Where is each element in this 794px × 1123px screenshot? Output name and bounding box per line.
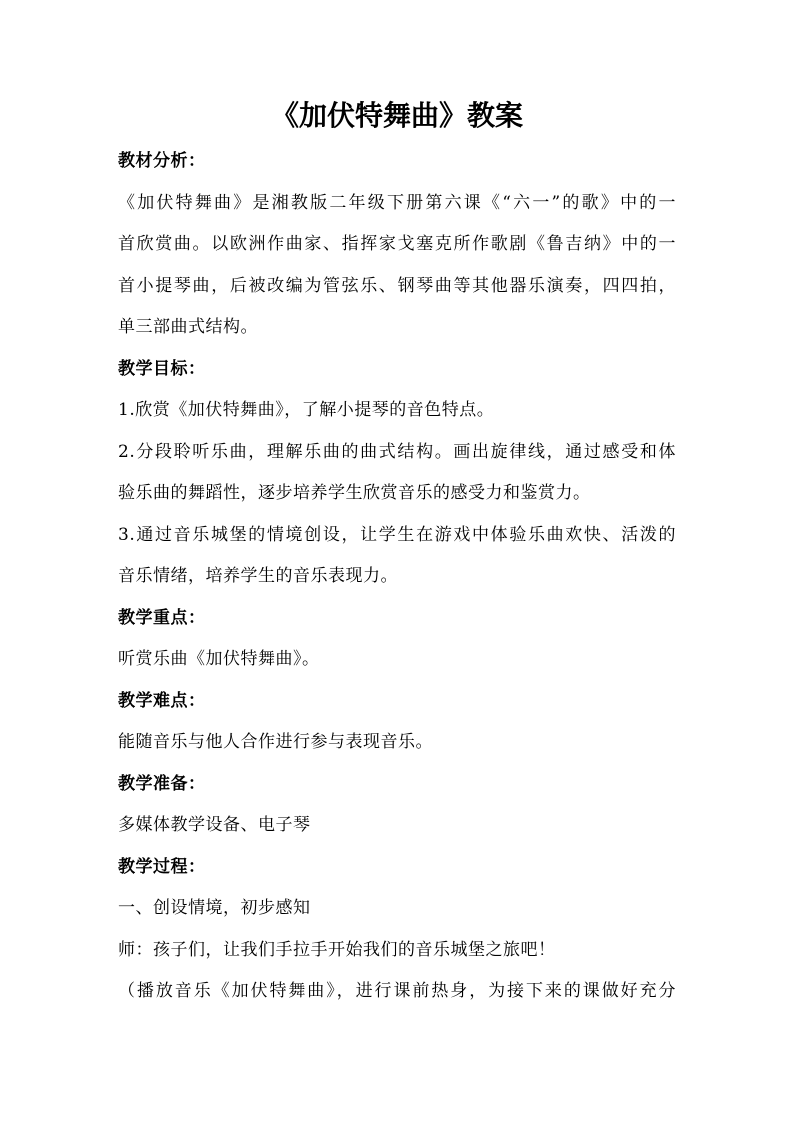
document-body	[118, 141, 676, 1013]
paragraph-line: （播放音乐《加伏特舞曲》，进行课前热身，为接下来的课做好充分	[118, 981, 676, 1001]
paragraph-line: 首欣赏曲。以欧洲作曲家、指挥家戈塞克所作歌剧《鲁吉纳》中的一	[118, 234, 676, 254]
paragraph-line: 《加伏特舞曲》是湘教版二年级下册第六课《“六一”的歌》中的一	[118, 192, 676, 213]
paragraph-line: 验乐曲的舞蹈性，逐步培养学生欣赏音乐的感受力和鉴赏力。	[118, 483, 591, 503]
section-heading-preparation: 教学准备：	[118, 773, 206, 794]
paragraph-line: 音乐情绪，培养学生的音乐表现力。	[118, 566, 398, 586]
section-heading-teaching-goals: 教学目标：	[118, 358, 206, 379]
section-heading-textbook-analysis: 教材分析：	[118, 151, 206, 171]
paragraph-line: 首小提琴曲，后被改编为管弦乐、钢琴曲等其他器乐演奏，四四拍，	[118, 275, 676, 296]
paragraph-line: 2.分段聆听乐曲，理解乐曲的曲式结构。画出旋律线，通过感受和体	[118, 441, 676, 462]
section-heading-teaching-process: 教学过程：	[118, 856, 206, 877]
paragraph-line: 能随音乐与他人合作进行参与表现音乐。	[118, 732, 433, 752]
section-heading-key-points: 教学重点：	[118, 607, 206, 628]
paragraph-line: 1.欣赏《加伏特舞曲》，了解小提琴的音色特点。	[118, 400, 495, 420]
paragraph-line: 师：孩子们，让我们手拉手开始我们的音乐城堡之旅吧！	[118, 939, 556, 960]
document-title: 《加伏特舞曲》教案	[270, 99, 523, 132]
paragraph-line: 单三部曲式结构。	[118, 317, 258, 337]
paragraph-line: 一、创设情境，初步感知	[118, 898, 311, 918]
paragraph-line: 多媒体教学设备、电子琴	[118, 815, 311, 835]
paragraph-line: 3.通过音乐城堡的情境创设，让学生在游戏中体验乐曲欢快、活泼的	[118, 524, 676, 545]
paragraph-line: 听赏乐曲《加伏特舞曲》。	[118, 649, 320, 669]
section-heading-difficulties: 教学难点：	[118, 690, 206, 711]
